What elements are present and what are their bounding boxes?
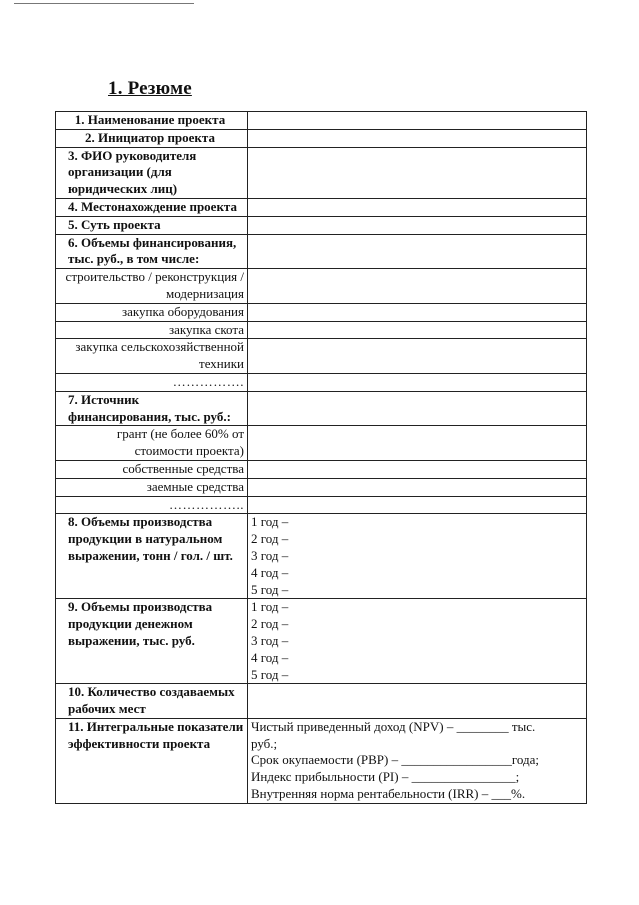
row-label-grant: грант (не более 60% от стоимости проекта): [56, 426, 248, 461]
year-1-line: 1 год –: [251, 514, 289, 530]
year-1-line: 1 год –: [251, 599, 289, 615]
table-row: [56, 234, 587, 269]
pi-line: Индекс прибыльности (PI) – ________________;: [251, 769, 520, 785]
table-row: [56, 112, 587, 130]
year-5-line: 5 год –: [251, 666, 289, 682]
efficiency-indicators: [248, 718, 587, 803]
borrowed-funds-value: [248, 478, 587, 496]
row-label-location: 4. Местонахождение проекта: [56, 198, 248, 216]
table-row: [56, 478, 587, 496]
pbp-line: Срок окупаемости (PBP) – _________________года;: [251, 752, 539, 768]
scan-artifact-line: [14, 3, 194, 4]
table-row: [56, 216, 587, 234]
row-label-essence: 5. Суть проекта: [56, 216, 248, 234]
table-row: [56, 460, 587, 478]
year-3-line: 3 год –: [251, 547, 289, 563]
other-sources-value: [248, 496, 587, 514]
jobs-value: [248, 684, 587, 719]
row-label-other-sources: ……………..: [56, 496, 248, 514]
row-label-livestock: закупка скота: [56, 321, 248, 339]
year-4-line: 4 год –: [251, 564, 289, 580]
director-value: [248, 147, 587, 198]
monetary-volume-years: [248, 599, 587, 684]
table-row: [56, 391, 587, 426]
other-costs-value: [248, 373, 587, 391]
year-4-line: 4 год –: [251, 649, 289, 665]
row-label-equipment: закупка оборудования: [56, 303, 248, 321]
row-label-borrowed-funds: заемные средства: [56, 478, 248, 496]
row-label-machinery: закупка сельскохозяйственной техники: [56, 339, 248, 374]
row-label-own-funds: собственные средства: [56, 460, 248, 478]
table-row: [56, 684, 587, 719]
grant-value: [248, 426, 587, 461]
row-label-director: 3. ФИО руководителя организации (для юридических лиц): [56, 147, 248, 198]
table-row: [56, 321, 587, 339]
essence-value: [248, 216, 587, 234]
table-row: [56, 303, 587, 321]
livestock-value: [248, 321, 587, 339]
npv-line: Чистый приведенный доход (NPV) – ________ тыс.: [251, 718, 536, 734]
own-funds-value: [248, 460, 587, 478]
npv-unit-line: руб.;: [251, 735, 278, 751]
year-3-line: 3 год –: [251, 632, 289, 648]
row-label-project-name: 1. Наименование проекта: [56, 112, 248, 130]
table-row: [56, 129, 587, 147]
row-label-jobs: 10. Количество создаваемых рабочих мест: [56, 684, 248, 719]
funding-source-value: [248, 391, 587, 426]
table-row: [56, 718, 587, 803]
row-label-construction: строительство / реконструкция / модернизация: [56, 269, 248, 304]
irr-line: Внутренняя норма рентабельности (IRR) – ___%.: [251, 786, 526, 802]
natural-volume-years: [248, 514, 587, 599]
table-row: [56, 269, 587, 304]
funding-volume-value: [248, 234, 587, 269]
year-5-line: 5 год –: [251, 581, 289, 597]
row-label-initiator: 2. Инициатор проекта: [56, 129, 248, 147]
table-row: [56, 426, 587, 461]
row-label-efficiency: 11. Интегральные показатели эффективности проекта: [56, 718, 248, 803]
table-row: [56, 373, 587, 391]
table-row: [56, 496, 587, 514]
table-row: [56, 339, 587, 374]
row-label-funding-source: 7. Источник финансирования, тыс. руб.:: [56, 391, 248, 426]
year-2-line: 2 год –: [251, 616, 289, 632]
table-row: [56, 198, 587, 216]
equipment-value: [248, 303, 587, 321]
row-label-funding-volume: 6. Объемы финансирования, тыс. руб., в том числе:: [56, 234, 248, 269]
initiator-value: [248, 129, 587, 147]
construction-value: [248, 269, 587, 304]
year-2-line: 2 год –: [251, 531, 289, 547]
location-value: [248, 198, 587, 216]
table-row: [56, 147, 587, 198]
row-label-natural-volume: 8. Объемы производства продукции в натуральном выражении, тонн / гол. / шт.: [56, 514, 248, 599]
row-label-other-costs: …………….: [56, 373, 248, 391]
resume-table: [55, 111, 587, 804]
machinery-value: [248, 339, 587, 374]
row-label-monetary-volume: 9. Объемы производства продукции денежном выражении, тыс. руб.: [56, 599, 248, 684]
section-heading: 1. Резюме: [108, 78, 192, 99]
project-name-value: [248, 112, 587, 130]
table-row: [56, 599, 587, 684]
table-row: [56, 514, 587, 599]
